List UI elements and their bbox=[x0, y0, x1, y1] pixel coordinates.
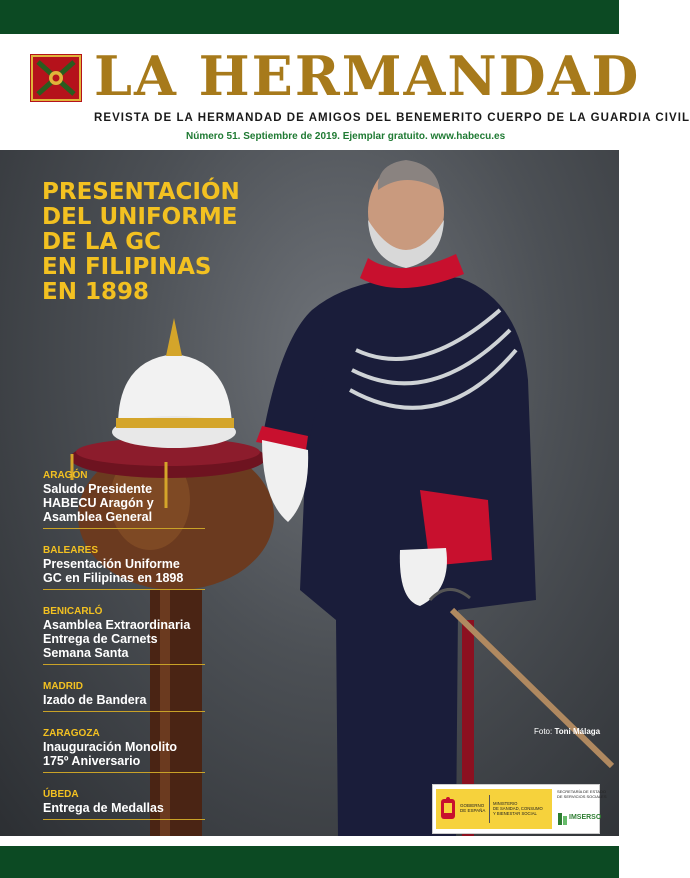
toc-item-zaragoza bbox=[43, 728, 205, 773]
magazine-subtitle: REVISTA DE LA HERMANDAD DE AMIGOS DEL BENEMERITO CUERPO DE LA GUARDIA CIVIL bbox=[94, 112, 690, 124]
magazine-title: LA HERMANDAD bbox=[94, 44, 641, 108]
toc-line: Asamblea General bbox=[43, 510, 153, 524]
toc-region: MADRID bbox=[43, 681, 83, 692]
toc-line: Saludo Presidente bbox=[43, 482, 153, 496]
toc-item-ubeda bbox=[43, 789, 205, 820]
toc-line: Asamblea Extraordinaria bbox=[43, 618, 191, 632]
gobierno-logo bbox=[436, 789, 552, 829]
toc-line: Izado de Bandera bbox=[43, 693, 147, 707]
cover-photo-area bbox=[0, 150, 619, 836]
toc-item-baleares bbox=[43, 545, 205, 590]
toc-line: GC en Filipinas en 1898 bbox=[43, 571, 184, 585]
ministerio-line: MINISTERIO bbox=[493, 801, 518, 806]
issue-info: Número 51. Septiembre de 2019. Ejemplar gratuito. www.habecu.es bbox=[186, 131, 506, 142]
toc-line: Entrega de Carnets bbox=[43, 632, 158, 646]
toc-line: Entrega de Medallas bbox=[43, 801, 164, 815]
imserso-logo-icon bbox=[558, 813, 568, 825]
toc-region: ÚBEDA bbox=[43, 789, 79, 800]
table-of-contents bbox=[43, 470, 205, 836]
secretaria-text bbox=[557, 789, 607, 799]
imserso-logo bbox=[558, 812, 602, 826]
toc-line: Semana Santa bbox=[43, 646, 129, 660]
ministerio-text bbox=[493, 801, 543, 816]
gobierno-text bbox=[460, 803, 485, 813]
toc-item-benicarlo bbox=[43, 606, 205, 665]
gobierno-line: DE ESPAÑA bbox=[460, 808, 486, 813]
imserso-label: IMSERSO bbox=[569, 814, 602, 821]
photo-credit-name: Toni Málaga bbox=[554, 727, 601, 736]
toc-line: 175º Aniversario bbox=[43, 754, 141, 768]
headline-line: PRESENTACIÓN bbox=[42, 179, 240, 205]
headline-line: DE LA GC bbox=[42, 229, 162, 255]
gobierno-line: GOBIERNO bbox=[460, 803, 485, 808]
masthead bbox=[0, 34, 690, 150]
toc-line: HABECU Aragón y bbox=[43, 496, 154, 510]
ministerio-line: DE SANIDAD, CONSUMO bbox=[493, 806, 543, 811]
top-band bbox=[0, 0, 619, 34]
ministerio-line: Y BIENESTAR SOCIAL bbox=[493, 811, 537, 816]
toc-region: BENICARLÓ bbox=[43, 606, 103, 617]
toc-line: Presentación Uniforme bbox=[43, 557, 180, 571]
headline-line: EN FILIPINAS bbox=[42, 254, 212, 280]
toc-region: ARAGÓN bbox=[43, 470, 88, 481]
photo-credit bbox=[534, 727, 600, 736]
logo-divider bbox=[489, 795, 490, 823]
headline-line: EN 1898 bbox=[42, 279, 149, 305]
toc-region: ZARAGOZA bbox=[43, 728, 100, 739]
spain-coat-of-arms-icon bbox=[440, 797, 456, 821]
guardia-civil-emblem-icon bbox=[30, 54, 82, 102]
toc-region: BALEARES bbox=[43, 545, 99, 556]
secretaria-line: SECRETARÍA DE ESTADO bbox=[557, 789, 606, 794]
headline-line: DEL UNIFORME bbox=[42, 204, 238, 230]
cover-headline bbox=[42, 180, 282, 305]
toc-item-madrid bbox=[43, 681, 205, 712]
photo-credit-prefix: Foto: bbox=[534, 727, 553, 736]
toc-line: Inauguración Monolito bbox=[43, 740, 178, 754]
toc-item-aragon bbox=[43, 470, 205, 529]
sponsor-logos bbox=[432, 784, 607, 834]
secretaria-line: DE SERVICIOS SOCIALES bbox=[557, 794, 607, 799]
bottom-band bbox=[0, 846, 619, 878]
